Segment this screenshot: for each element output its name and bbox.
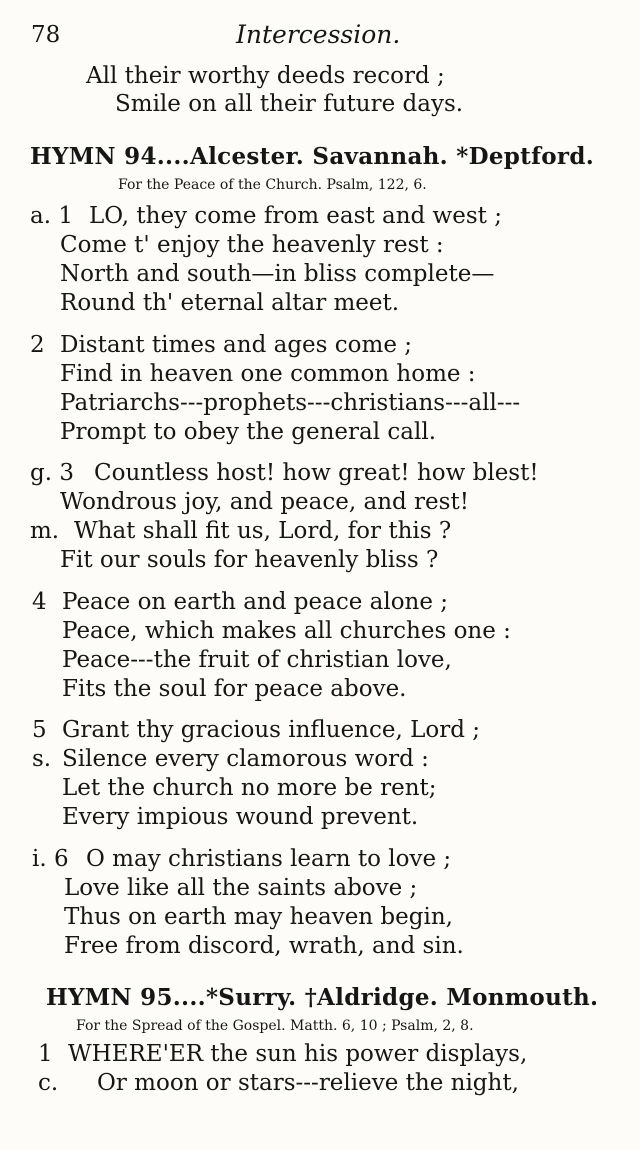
verse-line: Peace, which makes all churches one : xyxy=(62,618,511,644)
hymn-subtitle: For the Spread of the Gospel. Matth. 6, 10 ; Psalm, 2, 8. xyxy=(76,1018,474,1034)
continuation-line: All their worthy deeds record ; xyxy=(86,63,445,89)
verse-number: 5 xyxy=(32,717,47,743)
verse-line: Round th' eternal altar meet. xyxy=(60,290,400,316)
verse-number: 4 xyxy=(32,589,47,615)
verse-line: Fit our souls for heavenly bliss ? xyxy=(60,547,439,573)
verse-line: Fits the soul for peace above. xyxy=(62,676,407,702)
verse-line: Love like all the saints above ; xyxy=(64,875,418,901)
verse-number: 1 xyxy=(38,1041,53,1067)
verse-line: Patriarchs---prophets---christians---all--- xyxy=(60,390,521,416)
verse-line: Prompt to obey the general call. xyxy=(60,419,437,445)
verse-line: Silence every clamorous word : xyxy=(62,746,429,772)
verse-line: North and south—in bliss complete— xyxy=(60,261,495,287)
verse-number: i. 6 xyxy=(32,846,69,872)
verse-line: Peace---the fruit of christian love, xyxy=(62,647,452,673)
verse-line: Every impious wound prevent. xyxy=(62,804,419,830)
verse-line: What shall fit us, Lord, for this ? xyxy=(74,518,452,544)
verse-line: LO, they come from east and west ; xyxy=(89,203,502,229)
verse-line: Grant thy gracious influence, Lord ; xyxy=(62,717,481,743)
verse-line: Let the church no more be rent; xyxy=(62,775,437,801)
hymn-subtitle: For the Peace of the Church. Psalm, 122, 6. xyxy=(118,177,427,193)
verse-mark: s. xyxy=(32,746,52,772)
verse-number: g. 3 xyxy=(30,460,74,486)
verse-line: Find in heaven one common home : xyxy=(60,361,476,387)
verse-line: Distant times and ages come ; xyxy=(60,332,412,358)
verse-line: Countless host! how great! how blest! xyxy=(94,460,539,486)
verse-line: Peace on earth and peace alone ; xyxy=(62,589,449,615)
page-number: 78 xyxy=(31,22,61,48)
verse-line: Come t' enjoy the heavenly rest : xyxy=(60,232,444,258)
verse-number: a. 1 xyxy=(30,203,73,229)
verse-line: Or moon or stars---relieve the night, xyxy=(97,1070,519,1096)
verse-line: Free from discord, wrath, and sin. xyxy=(64,933,464,959)
verse-mark: m. xyxy=(30,518,60,544)
verse-line: O may christians learn to love ; xyxy=(86,846,452,872)
hymn-heading: HYMN 94....Alcester. Savannah. *Deptford. xyxy=(30,143,595,170)
running-title: Intercession. xyxy=(236,20,401,49)
verse-line: Wondrous joy, and peace, and rest! xyxy=(60,489,469,515)
verse-mark: c. xyxy=(38,1070,59,1096)
verse-line: WHERE'ER the sun his power displays, xyxy=(68,1041,528,1067)
hymn-heading: HYMN 95....*Surry. †Aldridge. Monmouth. xyxy=(46,984,599,1011)
verse-number: 2 xyxy=(30,332,45,358)
continuation-line: Smile on all their future days. xyxy=(115,91,464,117)
verse-line: Thus on earth may heaven begin, xyxy=(64,904,453,930)
